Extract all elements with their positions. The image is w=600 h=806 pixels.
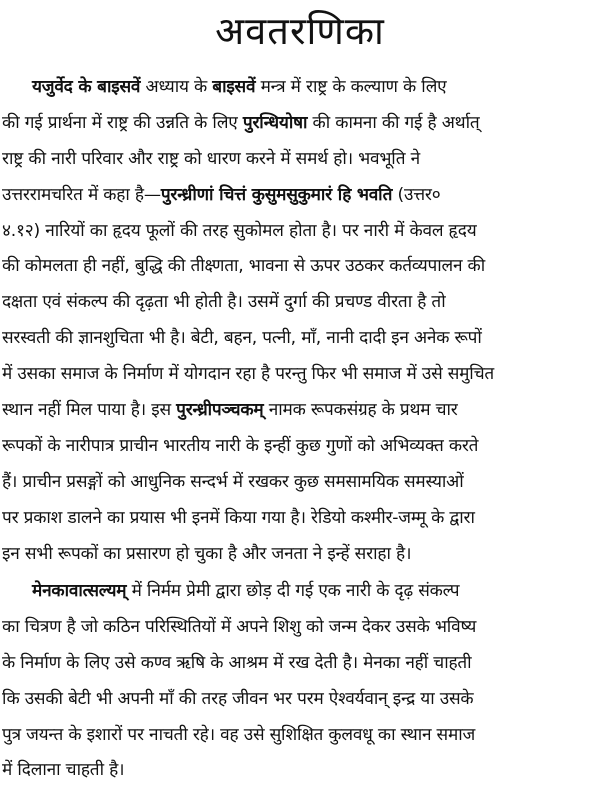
text-run: नामक रूपकसंग्रह के प्रथम चार [263,400,458,421]
page-title: अवतरणिका [215,9,385,53]
paragraph-intro [0,70,600,572]
text-line [0,106,600,142]
emphasized-text: मेनकावात्सल्यम् [32,581,127,601]
paragraph-menaka [0,574,600,789]
emphasized-text: पुरन्ध्रीपञ्चकम् [176,400,264,421]
text-run: पर प्रकाश डालने का प्रयास भी इनमें किया गया है। रेडियो कश्मीर-जम्मू के द्वारा [2,507,475,528]
text-run: सरस्वती की ज्ञानशुचिता भी है। बेटी, बहन, पत्नी, माँ, नानी दादी इन अनेक रूपों [2,328,482,349]
text-run: पुत्र जयन्त के इशारों पर नाचती रहे। वह उसे सुशिक्षित कुलवधू का स्थान समाज [2,724,476,745]
text-line [0,357,600,393]
text-run: के निर्माण के लिए उसे कण्व ऋषि के आश्रम में रख देती है। मेनका नहीं चाहती [2,652,472,673]
text-line [0,70,600,106]
text-line [0,610,600,646]
text-run: में निर्मम प्रेमी द्वारा छोड़ दी गई एक नारी के दृढ़ संकल्प [126,581,460,601]
text-line [0,249,600,285]
emphasized-text: यजुर्वेद के बाइसवें [32,77,141,97]
text-line [0,214,600,250]
text-run: स्थान नहीं मिल पाया है। इस [2,400,177,421]
text-line [0,321,600,357]
emphasized-text: बाइसवें [212,77,256,97]
text-run: अध्याय के [140,77,213,97]
text-run: दक्षता एवं संकल्प की दृढ़ता भी होती है। उसमें दुर्गा की प्रचण्ड वीरता है तो [2,292,446,313]
text-run: का चित्रण है जो कठिन परिस्थितियों में अपने शिशु को जन्म देकर उसके भविष्य [2,616,477,637]
text-line [0,393,600,429]
text-run: रूपकों के नारीपात्र प्राचीन भारतीय नारी के इन्हीं कुछ गुणों को अभिव्यक्त करते [2,435,479,456]
text-run: (उत्तर० [392,184,441,205]
text-line [0,178,600,214]
text-run: मन्त्र में राष्ट्र के कल्याण के लिए [255,77,447,97]
emphasized-text: पुरन्धियोषा [242,112,308,133]
text-run: की कोमलता ही नहीं, बुद्धि की तीक्ष्णता, भावना से ऊपर उठकर कर्तव्यपालन की [2,256,486,277]
text-line [0,682,600,718]
text-line [0,285,600,321]
text-run: उत्तररामचरित में कहा है— [2,184,161,205]
text-line [0,537,600,573]
text-run: हैं। प्राचीन प्रसङ्गों को आधुनिक सन्दर्भ में रखकर कुछ समसामयिक समस्याओं [2,471,464,492]
text-run: की कामना की गई है अर्थात् [307,112,480,133]
text-line [0,465,600,501]
text-run: की गई प्रार्थना में राष्ट्र की उन्नति के लिए [2,112,243,133]
text-line [0,753,600,789]
text-line [0,501,600,537]
text-line [0,429,600,465]
text-line [0,718,600,754]
text-run: राष्ट्र की नारी परिवार और राष्ट्र को धारण करने में समर्थ हो। भवभूति ने [2,148,420,169]
text-run: ४.१२) नारियों का हृदय फूलों की तरह सुकोमल होता है। पर नारी में केवल हृदय [2,220,477,241]
text-run: में दिलाना चाहती है। [2,760,125,781]
text-run: में उसका समाज के निर्माण में योगदान रहा है परन्तु फिर भी समाज में उसे समुचित [2,364,495,385]
text-line [0,142,600,178]
text-line [0,574,600,610]
emphasized-text: पुरन्ध्रीणां चित्तं कुसुमसुकुमारं हि भवति [160,184,393,205]
text-run: इन सभी रूपकों का प्रसारण हो चुका है और जनता ने इन्हें सराहा है। [2,543,412,564]
text-line [0,646,600,682]
text-run: कि उसकी बेटी भी अपनी माँ की तरह जीवन भर परम ऐश्वर्यवान् इन्द्र या उसके [2,688,474,709]
